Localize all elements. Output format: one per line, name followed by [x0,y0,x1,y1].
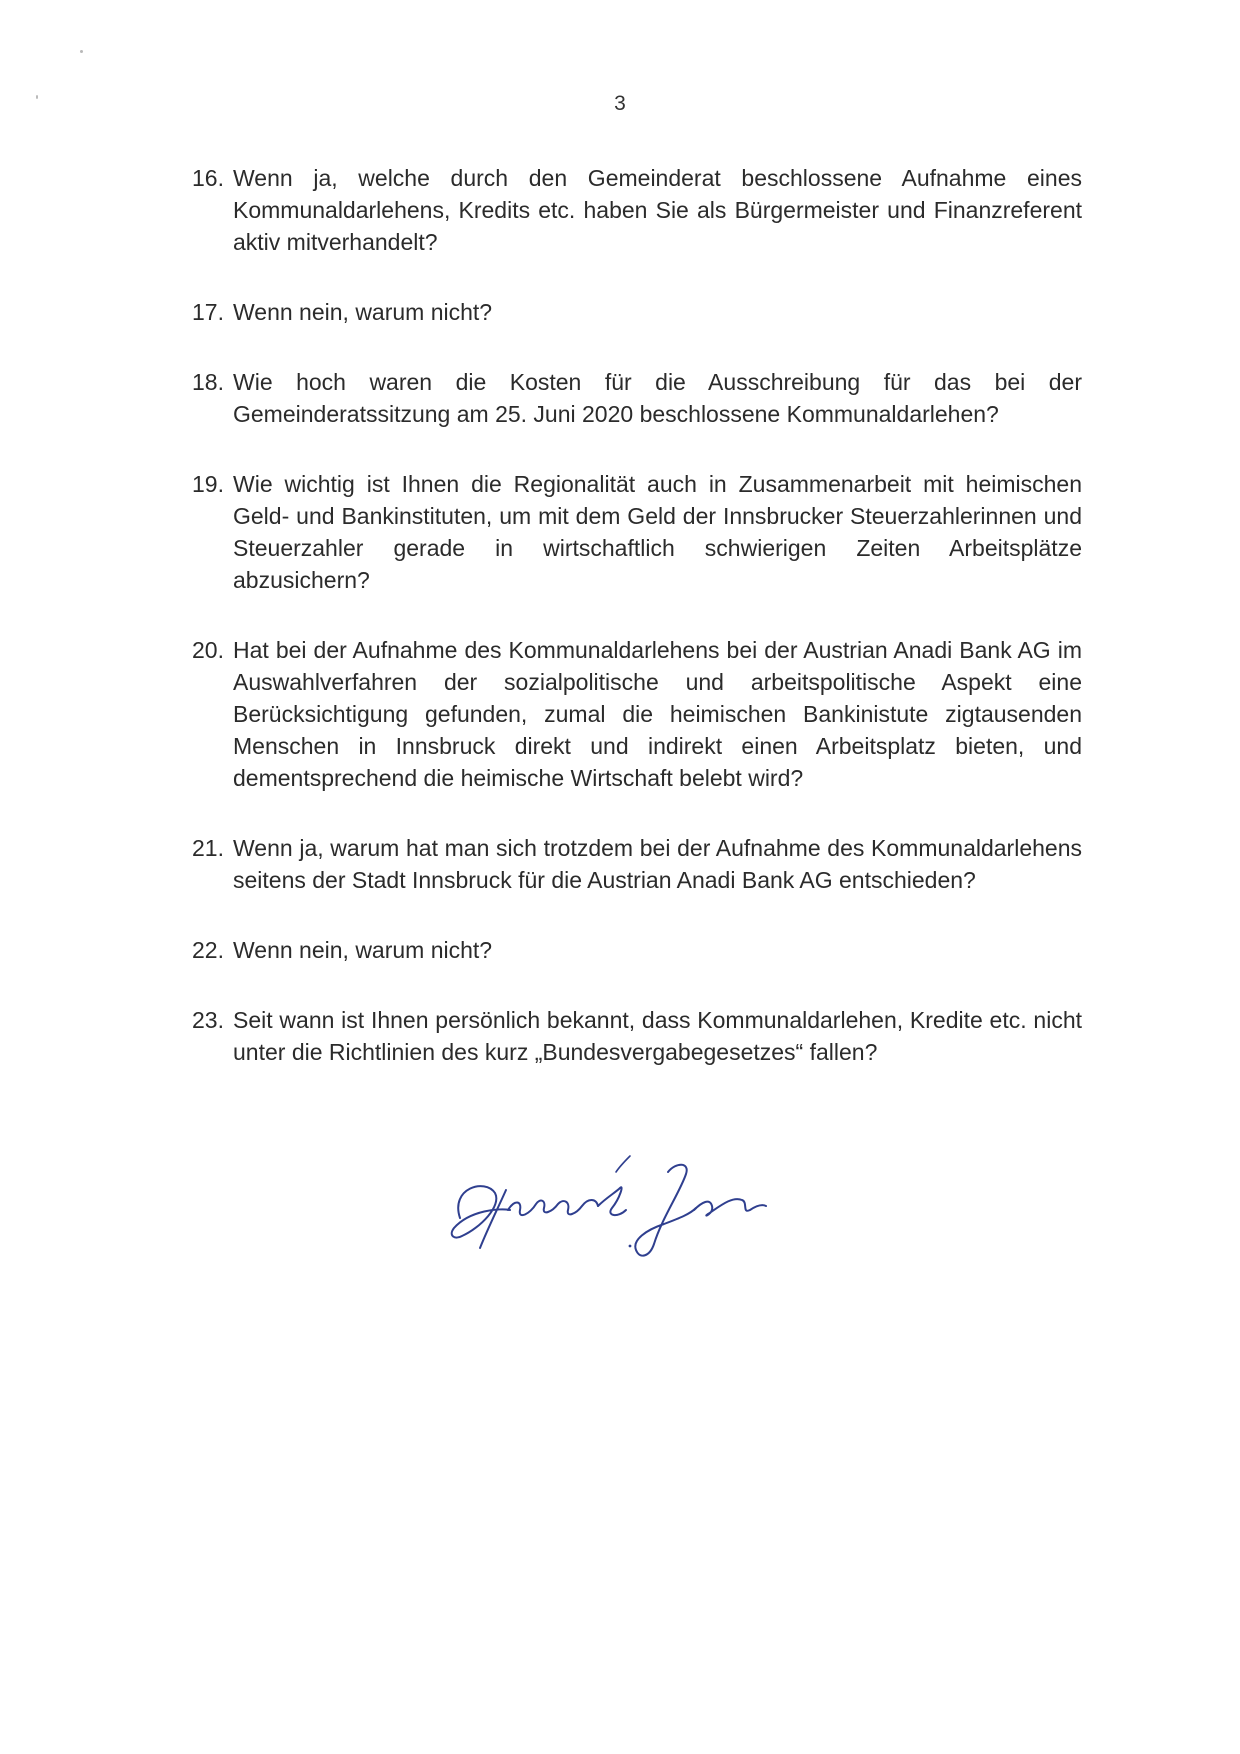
question-text: Wenn nein, warum nicht? [233,299,493,325]
handwritten-signature [440,1148,790,1268]
question-list [192,162,1082,1104]
question-text: Hat bei der Aufnahme des Kommunaldarlehens bei der Austrian Anadi Bank AG im Auswahlverfahren der sozialpolitische und arbeitspolitische Aspekt eine Berücksichtigung gefunden, zumal die heimischen Bankinistute zigtausenden Menschen in Innsbruck direkt und indirekt einen Arbeitsplatz bieten, und dementsprechend die heimische Wirtschaft belebt wird? [233,637,1082,791]
question-number: 21. [192,835,224,861]
question-text: Wenn ja, warum hat man sich trotzdem bei der Aufnahme des Kommunaldarlehens seitens der Stadt Innsbruck für die Austrian Anadi Bank AG entschieden? [233,835,1082,893]
question-text: Wenn nein, warum nicht? [233,937,493,963]
question-number: 19. [192,471,224,497]
question-text: Seit wann ist Ihnen persönlich bekannt, dass Kommunaldarlehen, Kredite etc. nicht unter die Richtlinien des kurz „Bundesvergabegesetzes“ fallen? [233,1007,1082,1065]
question-item [192,162,1082,258]
question-number: 22. [192,937,224,963]
question-text: Wie wichtig ist Ihnen die Regionalität auch in Zusammenarbeit mit heimischen Geld- und Bankinstituten, um mit dem Geld der Innsbrucker Steuerzahlerinnen und Steuerzahler gerade in wirtschaftlich schwierigen Zeiten Arbeitsplätze abzusichern? [233,471,1082,593]
question-number: 23. [192,1007,224,1033]
question-number: 16. [192,165,224,191]
question-item [192,832,1082,896]
question-item [192,366,1082,430]
question-item [192,634,1082,794]
question-item [192,296,1082,328]
question-number: 20. [192,637,224,663]
question-number: 17. [192,299,224,325]
scan-speck [80,50,83,53]
question-number: 18. [192,369,224,395]
question-text: Wie hoch waren die Kosten für die Ausschreibung für das bei der Gemeinderatssitzung am 25. Juni 2020 beschlossene Kommunaldarlehen? [233,369,1082,427]
question-item [192,468,1082,596]
question-item [192,934,1082,966]
question-text: Wenn ja, welche durch den Gemeinderat beschlossene Aufnahme eines Kommunaldarlehens, Kredits etc. haben Sie als Bürgermeister und Finanzreferent aktiv mitverhandelt? [233,165,1082,255]
question-item [192,1004,1082,1068]
page-number: 3 [614,92,626,115]
